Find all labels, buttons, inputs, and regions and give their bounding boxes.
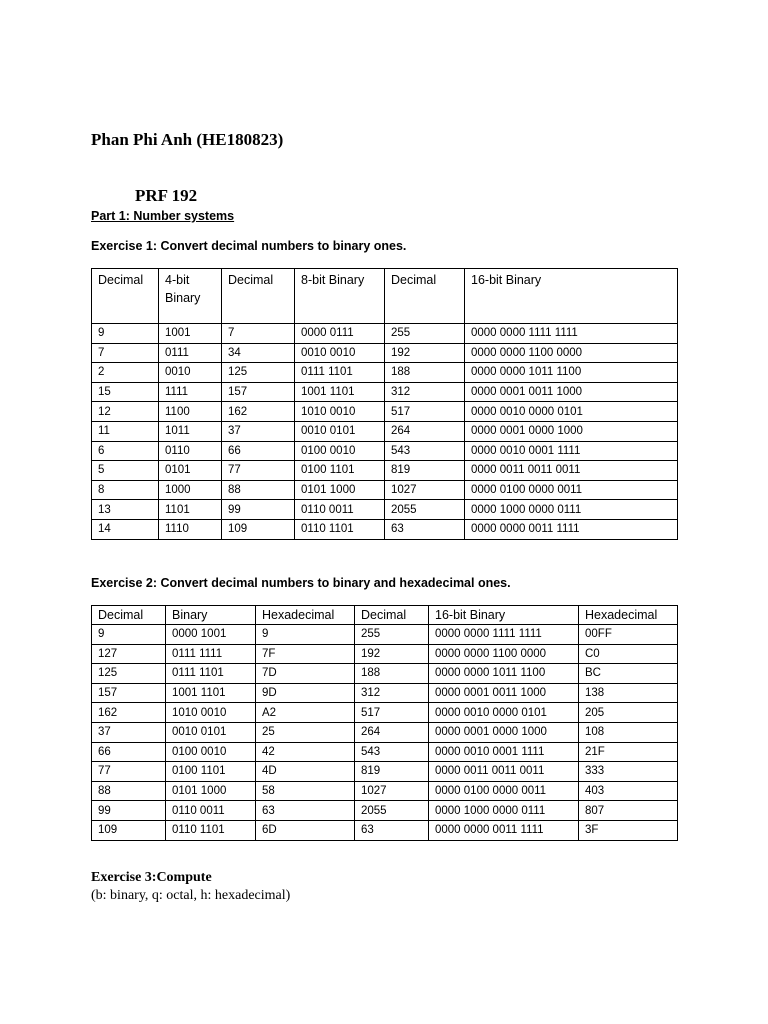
table-cell: 0111 <box>159 343 222 363</box>
column-header: 4-bit Binary <box>159 269 222 324</box>
table-cell: 58 <box>256 781 355 801</box>
exercise3-title: Exercise 3:Compute <box>91 870 212 885</box>
table-cell: 0111 1101 <box>166 664 256 684</box>
column-header: Hexadecimal <box>256 606 355 625</box>
author-heading: Phan Phi Anh (HE180823) <box>91 130 284 149</box>
table-cell: 0000 0000 1100 0000 <box>429 644 579 664</box>
table-cell: 37 <box>222 421 295 441</box>
column-header: Decimal <box>385 269 465 324</box>
table-row <box>92 742 678 762</box>
table-cell: 63 <box>355 820 429 840</box>
table-cell: 1010 0010 <box>166 703 256 723</box>
table-cell: 1027 <box>355 781 429 801</box>
table-cell: 543 <box>355 742 429 762</box>
table-cell: 0010 0010 <box>295 343 385 363</box>
column-header: Hexadecimal <box>579 606 678 625</box>
table-cell: 1011 <box>159 421 222 441</box>
table-cell: 8 <box>92 480 159 500</box>
table-cell: 0000 0011 0011 0011 <box>465 461 678 481</box>
table-row <box>92 625 678 645</box>
table-cell: 13 <box>92 500 159 520</box>
table-cell: 5 <box>92 461 159 481</box>
table-cell: 0000 0011 0011 0011 <box>429 762 579 782</box>
table-cell: 517 <box>385 402 465 422</box>
table-cell: 21F <box>579 742 678 762</box>
table-cell: 0000 0001 0011 1000 <box>429 683 579 703</box>
table-cell: 2 <box>92 363 159 383</box>
table-cell: 0000 1001 <box>166 625 256 645</box>
table-row <box>92 683 678 703</box>
table-cell: 1100 <box>159 402 222 422</box>
table-cell: 517 <box>355 703 429 723</box>
table-cell: 819 <box>385 461 465 481</box>
table-cell: 0100 1101 <box>295 461 385 481</box>
table-cell: 42 <box>256 742 355 762</box>
table-cell: 127 <box>92 644 166 664</box>
table-cell: 264 <box>385 421 465 441</box>
table-cell: 0000 0100 0000 0011 <box>465 480 678 500</box>
table-cell: 1001 1101 <box>295 382 385 402</box>
table-cell: 6 <box>92 441 159 461</box>
column-header: Decimal <box>222 269 295 324</box>
column-header: Decimal <box>355 606 429 625</box>
table-row <box>92 703 678 723</box>
table-cell: 0000 0111 <box>295 324 385 344</box>
table-cell: 819 <box>355 762 429 782</box>
table-cell: 333 <box>579 762 678 782</box>
table-row <box>92 363 678 383</box>
table-cell: 108 <box>579 722 678 742</box>
table-cell: 0000 0000 1011 1100 <box>429 664 579 684</box>
table-header-row <box>92 606 678 625</box>
table-cell: 188 <box>385 363 465 383</box>
table-row <box>92 402 678 422</box>
exercise2-title: Exercise 2: Convert decimal numbers to binary and hexadecimal ones. <box>91 576 511 590</box>
table-cell: 4D <box>256 762 355 782</box>
table-cell: 0000 0001 0000 1000 <box>465 421 678 441</box>
table-cell: 0110 <box>159 441 222 461</box>
table-header-row <box>92 269 678 324</box>
table-cell: 0000 0000 1111 1111 <box>465 324 678 344</box>
table-cell: 2055 <box>385 500 465 520</box>
table-cell: 109 <box>222 519 295 539</box>
table-cell: 0000 0010 0001 1111 <box>429 742 579 762</box>
table-cell: 15 <box>92 382 159 402</box>
column-header: 8-bit Binary <box>295 269 385 324</box>
table-cell: 0111 1101 <box>295 363 385 383</box>
exercise3-note: (b: binary, q: octal, h: hexadecimal) <box>91 888 291 903</box>
table-cell: 0000 0000 1011 1100 <box>465 363 678 383</box>
column-header: Binary <box>166 606 256 625</box>
exercise1-title: Exercise 1: Convert decimal numbers to binary ones. <box>91 239 407 253</box>
table-cell: 192 <box>355 644 429 664</box>
table-cell: 543 <box>385 441 465 461</box>
table-cell: 34 <box>222 343 295 363</box>
table-cell: 157 <box>92 683 166 703</box>
table-cell: 3F <box>579 820 678 840</box>
table-cell: 0000 0000 1100 0000 <box>465 343 678 363</box>
table-cell: 138 <box>579 683 678 703</box>
table-cell: 0110 0011 <box>295 500 385 520</box>
table-cell: 0000 1000 0000 0111 <box>465 500 678 520</box>
table-cell: 0000 0010 0000 0101 <box>465 402 678 422</box>
table-cell: 264 <box>355 722 429 742</box>
table-cell: 0101 1000 <box>295 480 385 500</box>
table-row <box>92 762 678 782</box>
table-cell: 99 <box>222 500 295 520</box>
table-cell: 1001 1101 <box>166 683 256 703</box>
table-cell: 312 <box>385 382 465 402</box>
table-cell: A2 <box>256 703 355 723</box>
table-cell: 162 <box>222 402 295 422</box>
table-cell: 1000 <box>159 480 222 500</box>
column-header: 16-bit Binary <box>429 606 579 625</box>
table-row <box>92 461 678 481</box>
table-row <box>92 500 678 520</box>
table-cell: 0111 1111 <box>166 644 256 664</box>
table-cell: 0101 <box>159 461 222 481</box>
table-cell: 0110 1101 <box>166 820 256 840</box>
table-row <box>92 480 678 500</box>
table-cell: 807 <box>579 801 678 821</box>
table-cell: 192 <box>385 343 465 363</box>
table-cell: 6D <box>256 820 355 840</box>
table-cell: 0101 1000 <box>166 781 256 801</box>
table-cell: 99 <box>92 801 166 821</box>
table-cell: 7 <box>92 343 159 363</box>
table-cell: 0110 0011 <box>166 801 256 821</box>
table-cell: 7 <box>222 324 295 344</box>
table-row <box>92 801 678 821</box>
table-row <box>92 644 678 664</box>
table-cell: 12 <box>92 402 159 422</box>
table-cell: 0000 0100 0000 0011 <box>429 781 579 801</box>
table-cell: 11 <box>92 421 159 441</box>
table-cell: 157 <box>222 382 295 402</box>
table-cell: BC <box>579 664 678 684</box>
table-cell: 63 <box>385 519 465 539</box>
table-cell: C0 <box>579 644 678 664</box>
table-cell: 125 <box>92 664 166 684</box>
table-cell: 1027 <box>385 480 465 500</box>
table-cell: 125 <box>222 363 295 383</box>
exercise2-table <box>91 605 678 841</box>
table-cell: 0000 0000 0011 1111 <box>429 820 579 840</box>
table-cell: 14 <box>92 519 159 539</box>
table-cell: 1101 <box>159 500 222 520</box>
table-cell: 188 <box>355 664 429 684</box>
table-cell: 1010 0010 <box>295 402 385 422</box>
table-cell: 88 <box>92 781 166 801</box>
table-cell: 66 <box>92 742 166 762</box>
table-cell: 0110 1101 <box>295 519 385 539</box>
table-row <box>92 820 678 840</box>
table-cell: 2055 <box>355 801 429 821</box>
table-cell: 88 <box>222 480 295 500</box>
table-cell: 9 <box>92 625 166 645</box>
table-cell: 312 <box>355 683 429 703</box>
table-cell: 1110 <box>159 519 222 539</box>
table-row <box>92 343 678 363</box>
table-cell: 00FF <box>579 625 678 645</box>
table-row <box>92 382 678 402</box>
course-heading: PRF 192 <box>135 186 198 205</box>
table-cell: 0000 0001 0011 1000 <box>465 382 678 402</box>
table-cell: 7D <box>256 664 355 684</box>
table-cell: 0010 <box>159 363 222 383</box>
table-cell: 0000 0000 0011 1111 <box>465 519 678 539</box>
table-cell: 0100 0010 <box>166 742 256 762</box>
table-cell: 9D <box>256 683 355 703</box>
part1-title: Part 1: Number systems <box>91 209 235 223</box>
table-row <box>92 664 678 684</box>
table-cell: 109 <box>92 820 166 840</box>
table-row <box>92 441 678 461</box>
table-row <box>92 722 678 742</box>
table-cell: 25 <box>256 722 355 742</box>
table-cell: 1001 <box>159 324 222 344</box>
column-header: 16-bit Binary <box>465 269 678 324</box>
table-cell: 162 <box>92 703 166 723</box>
table-cell: 0000 0010 0001 1111 <box>465 441 678 461</box>
table-cell: 63 <box>256 801 355 821</box>
table-cell: 403 <box>579 781 678 801</box>
table-cell: 0000 0010 0000 0101 <box>429 703 579 723</box>
table-cell: 255 <box>385 324 465 344</box>
table-cell: 77 <box>222 461 295 481</box>
exercise1-table <box>91 268 678 540</box>
column-header: Decimal <box>92 269 159 324</box>
table-cell: 0000 0000 1111 1111 <box>429 625 579 645</box>
table-cell: 0000 0001 0000 1000 <box>429 722 579 742</box>
table-row <box>92 324 678 344</box>
table-cell: 1111 <box>159 382 222 402</box>
table-cell: 9 <box>92 324 159 344</box>
table-cell: 77 <box>92 762 166 782</box>
table-cell: 205 <box>579 703 678 723</box>
table-cell: 0010 0101 <box>295 421 385 441</box>
table-cell: 37 <box>92 722 166 742</box>
table-cell: 0010 0101 <box>166 722 256 742</box>
table-cell: 0100 1101 <box>166 762 256 782</box>
table-cell: 255 <box>355 625 429 645</box>
table-cell: 9 <box>256 625 355 645</box>
table-cell: 0000 1000 0000 0111 <box>429 801 579 821</box>
table-cell: 0100 0010 <box>295 441 385 461</box>
column-header: Decimal <box>92 606 166 625</box>
table-row <box>92 781 678 801</box>
table-cell: 66 <box>222 441 295 461</box>
table-cell: 7F <box>256 644 355 664</box>
table-row <box>92 421 678 441</box>
table-row <box>92 519 678 539</box>
